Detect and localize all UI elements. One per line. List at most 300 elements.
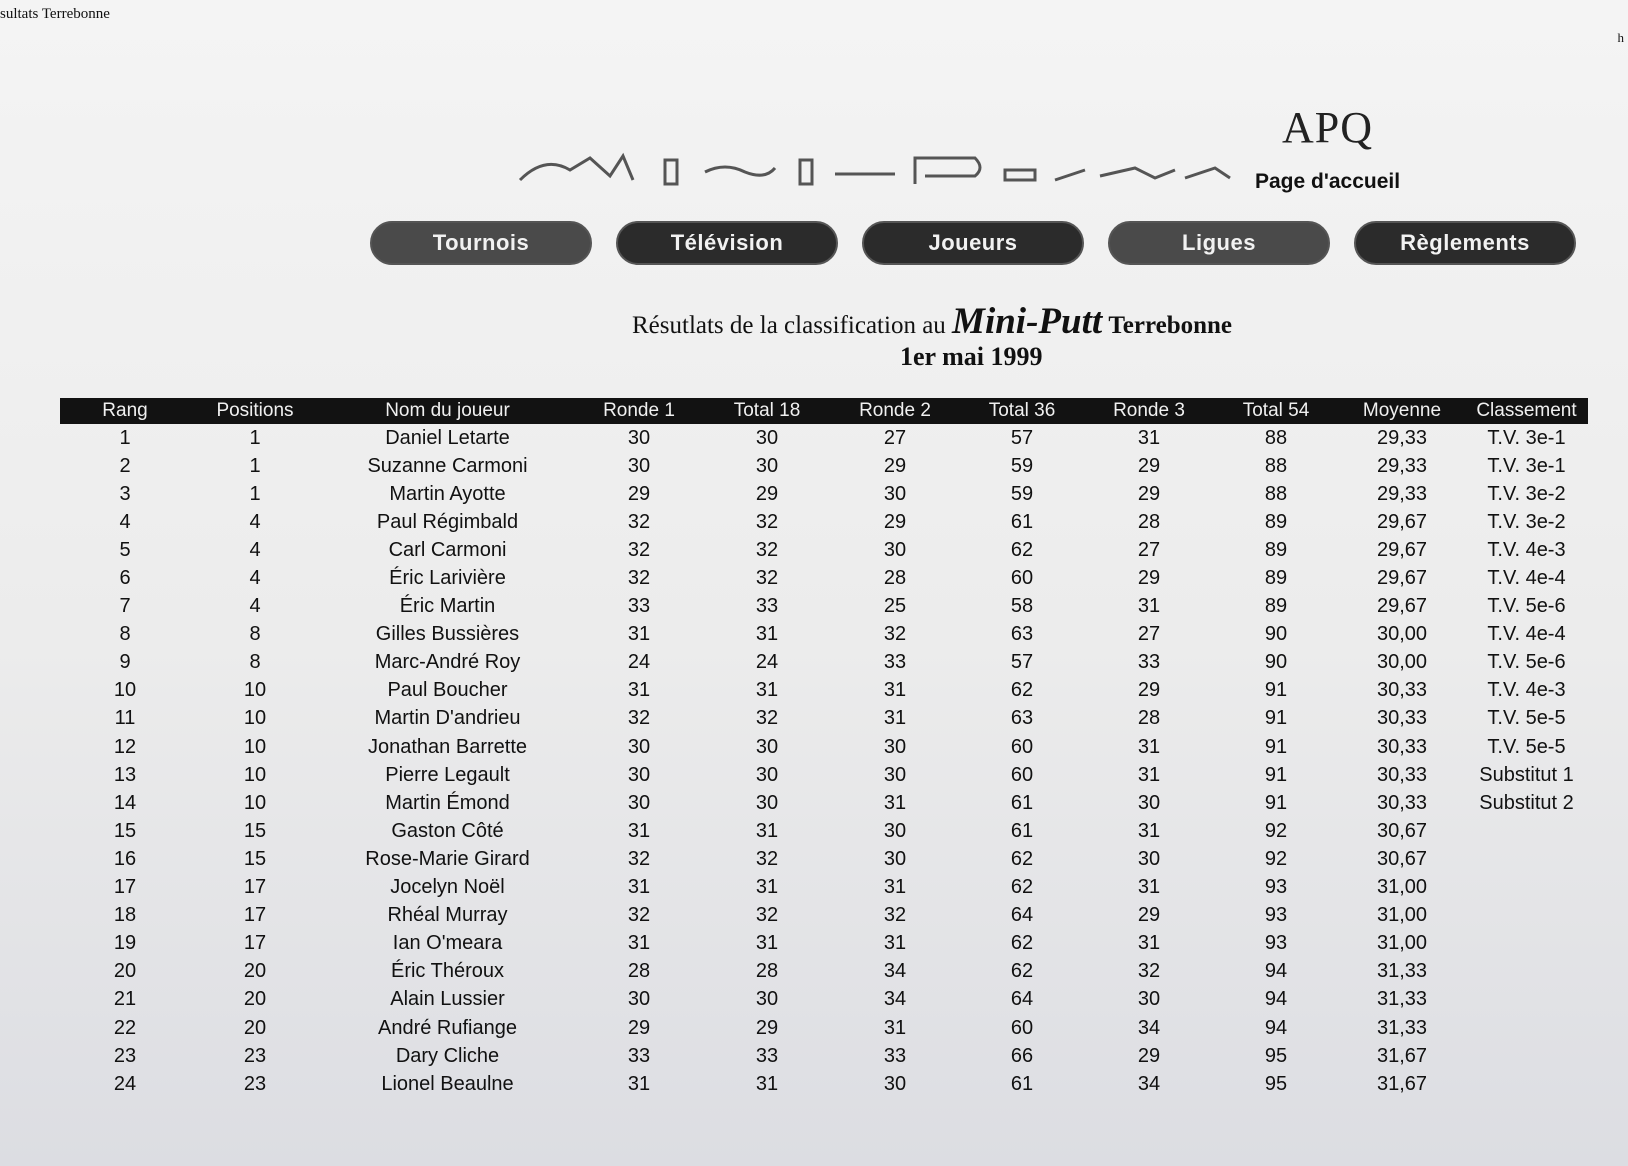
table-cell: 4: [249, 595, 261, 618]
table-cell: 30,33: [1376, 791, 1428, 814]
table-cell: 34: [1137, 1016, 1161, 1039]
col-header-ronde2: Ronde 2: [859, 400, 931, 421]
table-cell: 62: [1010, 679, 1034, 702]
table-row: [60, 1014, 1588, 1042]
table-cell: 95: [1264, 1072, 1288, 1095]
table-cell: 8: [249, 651, 261, 674]
table-cell: 30: [883, 538, 907, 561]
table-cell: 28: [1137, 707, 1161, 730]
table-cell: 30: [755, 454, 779, 477]
table-cell: 32: [755, 510, 779, 533]
table-cell: 90: [1264, 623, 1288, 646]
table-cell: 17: [113, 876, 137, 899]
table-cell: 29: [883, 454, 907, 477]
table-cell: Jocelyn Noël: [390, 876, 505, 899]
table-cell: T.V. 5e-6: [1487, 651, 1566, 674]
table-cell: 30: [755, 735, 779, 758]
table-cell: 17: [243, 932, 267, 955]
table-cell: 33: [755, 595, 779, 618]
table-cell: 30: [883, 847, 907, 870]
table-cell: 61: [1010, 1072, 1034, 1095]
table-cell: 31: [1137, 876, 1161, 899]
table-cell: 34: [883, 960, 907, 983]
table-row: [60, 564, 1588, 592]
table-cell: 30: [755, 791, 779, 814]
table-cell: 30: [627, 735, 651, 758]
table-cell: 33: [627, 1044, 651, 1067]
table-cell: 89: [1264, 567, 1288, 590]
table-cell: 15: [243, 819, 267, 842]
table-cell: 31: [1137, 819, 1161, 842]
table-cell: 1: [119, 426, 131, 449]
table-cell: 4: [119, 510, 131, 533]
table-cell: 10: [243, 735, 267, 758]
table-header: [60, 398, 1588, 424]
table-cell: 32: [755, 538, 779, 561]
table-cell: 29: [627, 1016, 651, 1039]
table-cell: 88: [1264, 482, 1288, 505]
table-row: [60, 649, 1588, 677]
table-cell: 27: [1137, 538, 1161, 561]
table-cell: 30,00: [1376, 651, 1428, 674]
table-cell: 8: [249, 623, 261, 646]
table-cell: 91: [1264, 763, 1288, 786]
col-header-rang: Rang: [102, 400, 148, 421]
table-cell: 30: [1137, 847, 1161, 870]
table-row: [60, 761, 1588, 789]
table-cell: 24: [627, 651, 651, 674]
table-cell: 91: [1264, 707, 1288, 730]
table-cell: 23: [243, 1072, 267, 1095]
table-cell: 32: [627, 538, 651, 561]
table-cell: 25: [883, 595, 907, 618]
table-cell: 31: [1137, 932, 1161, 955]
table-cell: 31: [883, 932, 907, 955]
home-link[interactable]: Page d'accueil: [1255, 170, 1401, 193]
table-cell: 64: [1010, 904, 1034, 927]
table-cell: 59: [1010, 482, 1034, 505]
table-cell: 28: [755, 960, 779, 983]
table-cell: T.V. 4e-3: [1487, 679, 1566, 702]
table-cell: 29,33: [1376, 426, 1428, 449]
table-cell: 92: [1264, 847, 1288, 870]
table-cell: 93: [1264, 904, 1288, 927]
table-row: [60, 705, 1588, 733]
table-cell: 7: [119, 595, 131, 618]
table-cell: 10: [243, 707, 267, 730]
table-cell: 31: [755, 623, 779, 646]
table-cell: 4: [249, 567, 261, 590]
table-cell: 58: [1010, 595, 1034, 618]
table-row: [60, 508, 1588, 536]
table-cell: 32: [627, 904, 651, 927]
table-cell: 14: [113, 791, 137, 814]
table-cell: 2: [119, 454, 131, 477]
table-cell: 31,33: [1376, 988, 1428, 1011]
table-cell: 10: [243, 791, 267, 814]
table-cell: 30: [883, 482, 907, 505]
table-cell: 30,00: [1376, 623, 1428, 646]
table-cell: 24: [113, 1072, 137, 1095]
table-cell: 31,67: [1376, 1044, 1428, 1067]
table-cell: 1: [249, 426, 261, 449]
table-cell: 29,33: [1376, 454, 1428, 477]
table-cell: 6: [119, 567, 131, 590]
table-cell: T.V. 4e-4: [1487, 623, 1566, 646]
table-cell: 91: [1264, 679, 1288, 702]
table-cell: 3: [119, 482, 131, 505]
table-cell: 30: [883, 1072, 907, 1095]
table-cell: 31: [883, 791, 907, 814]
table-cell: 32: [883, 904, 907, 927]
table-cell: 30: [755, 988, 779, 1011]
table-cell: 32: [755, 567, 779, 590]
table-cell: 32: [755, 707, 779, 730]
table-cell: 5: [119, 538, 131, 561]
title-prefix: Résutlats de la classification au: [632, 312, 946, 339]
apq-logo: APQ: [1282, 103, 1374, 152]
table-cell: Gilles Bussières: [375, 623, 520, 646]
table-cell: 59: [1010, 454, 1034, 477]
main-navigation: [370, 221, 1580, 271]
table-cell: 60: [1010, 1016, 1034, 1039]
table-cell: 64: [1010, 988, 1034, 1011]
table-cell: 27: [883, 426, 907, 449]
table-row: [60, 536, 1588, 564]
col-header-ronde3: Ronde 3: [1113, 400, 1185, 421]
table-cell: 30: [627, 763, 651, 786]
table-cell: 30: [755, 426, 779, 449]
table-row: [60, 480, 1588, 508]
table-cell: 8: [119, 623, 131, 646]
table-cell: 30,67: [1376, 819, 1428, 842]
table-cell: 1: [249, 454, 261, 477]
table-cell: 30,67: [1376, 847, 1428, 870]
table-cell: Lionel Beaulne: [381, 1072, 514, 1095]
table-cell: 30,33: [1376, 735, 1428, 758]
col-header-classement: Classement: [1476, 400, 1577, 421]
table-cell: 94: [1264, 1016, 1288, 1039]
table-cell: 31: [627, 623, 651, 646]
table-cell: 20: [243, 988, 267, 1011]
corner-mark: h: [1617, 30, 1624, 45]
table-cell: 32: [627, 567, 651, 590]
table-cell: 30: [627, 454, 651, 477]
table-cell: 94: [1264, 960, 1288, 983]
table-cell: 93: [1264, 932, 1288, 955]
table-cell: 91: [1264, 735, 1288, 758]
table-cell: 60: [1010, 763, 1034, 786]
table-cell: 32: [627, 510, 651, 533]
table-row: [60, 733, 1588, 761]
col-header-ronde1: Ronde 1: [603, 400, 675, 421]
table-cell: Éric Martin: [399, 595, 496, 618]
table-cell: 88: [1264, 426, 1288, 449]
table-cell: 33: [883, 1044, 907, 1067]
table-cell: 30,33: [1376, 707, 1428, 730]
table-cell: 33: [1137, 651, 1161, 674]
table-cell: 62: [1010, 960, 1034, 983]
table-cell: 60: [1010, 567, 1034, 590]
table-cell: Rose-Marie Girard: [365, 847, 530, 870]
table-cell: 24: [755, 651, 779, 674]
table-cell: 19: [113, 932, 137, 955]
table-cell: 91: [1264, 791, 1288, 814]
table-cell: 30: [883, 735, 907, 758]
table-cell: Dary Cliche: [395, 1044, 500, 1067]
table-cell: 29,67: [1376, 567, 1428, 590]
table-cell: 31,67: [1376, 1072, 1428, 1095]
table-row: [60, 593, 1588, 621]
table-cell: T.V. 3e-1: [1487, 426, 1566, 449]
table-cell: 21: [113, 988, 137, 1011]
table-cell: 88: [1264, 454, 1288, 477]
table-cell: 32: [627, 707, 651, 730]
table-cell: 94: [1264, 988, 1288, 1011]
table-cell: 30: [1137, 791, 1161, 814]
table-cell: André Rufiange: [378, 1016, 517, 1039]
table-cell: 11: [114, 707, 136, 730]
table-cell: 31: [755, 679, 779, 702]
results-title: [632, 300, 1232, 343]
table-cell: 93: [1264, 876, 1288, 899]
table-cell: 31: [627, 679, 651, 702]
table-cell: 89: [1264, 510, 1288, 533]
table-cell: Paul Boucher: [387, 679, 508, 702]
table-cell: 61: [1010, 791, 1034, 814]
table-cell: 31: [627, 876, 651, 899]
table-cell: 30: [627, 426, 651, 449]
table-cell: Rhéal Murray: [387, 904, 508, 927]
table-cell: 1: [249, 482, 261, 505]
table-cell: 31,33: [1376, 960, 1428, 983]
table-row: [60, 986, 1588, 1014]
table-cell: 33: [627, 595, 651, 618]
col-header-moyenne: Moyenne: [1362, 400, 1442, 421]
table-cell: 30,33: [1376, 763, 1428, 786]
table-cell: 28: [883, 567, 907, 590]
table-cell: T.V. 5e-6: [1487, 595, 1566, 618]
table-cell: 28: [1137, 510, 1161, 533]
table-body: [60, 424, 1588, 1098]
nav-ligues-button[interactable]: Ligues: [1108, 221, 1330, 265]
table-cell: 57: [1010, 426, 1034, 449]
col-header-total18: Total 18: [733, 400, 801, 421]
table-cell: 32: [755, 904, 779, 927]
table-cell: Marc-André Roy: [374, 651, 521, 674]
table-cell: 29,67: [1376, 538, 1428, 561]
table-cell: Martin Ayotte: [389, 482, 506, 505]
table-cell: 12: [113, 735, 137, 758]
table-cell: 66: [1010, 1044, 1034, 1067]
table-row: [60, 845, 1588, 873]
table-cell: 95: [1264, 1044, 1288, 1067]
table-cell: 31: [755, 876, 779, 899]
table-cell: 31: [755, 1072, 779, 1095]
table-cell: 13: [113, 763, 137, 786]
table-row: [60, 789, 1588, 817]
table-cell: 29: [1137, 679, 1161, 702]
table-cell: 10: [243, 679, 267, 702]
table-cell: 23: [113, 1044, 137, 1067]
table-cell: 32: [1137, 960, 1161, 983]
col-header-nom: Nom du joueur: [385, 400, 510, 421]
table-cell: 31: [1137, 595, 1161, 618]
table-cell: T.V. 3e-1: [1487, 454, 1566, 477]
table-cell: 31: [1137, 426, 1161, 449]
table-cell: 10: [243, 763, 267, 786]
table-cell: 31: [627, 819, 651, 842]
table-row: [60, 958, 1588, 986]
table-cell: 29: [627, 482, 651, 505]
table-row: [60, 930, 1588, 958]
table-cell: 29: [1137, 904, 1161, 927]
table-cell: 31: [883, 1016, 907, 1039]
col-header-total54: Total 54: [1242, 400, 1310, 421]
nav-tournois-button[interactable]: Tournois: [370, 221, 592, 265]
table-cell: 60: [1010, 735, 1034, 758]
table-row: [60, 902, 1588, 930]
table-cell: 30: [627, 791, 651, 814]
table-cell: 32: [755, 847, 779, 870]
table-cell: 34: [1137, 1072, 1161, 1095]
title-brand: Mini-Putt: [952, 301, 1103, 342]
table-cell: 31: [755, 819, 779, 842]
table-cell: 33: [755, 1044, 779, 1067]
table-row: [60, 1042, 1588, 1070]
table-cell: 29: [755, 482, 779, 505]
table-cell: T.V. 4e-4: [1487, 567, 1566, 590]
table-cell: 30: [883, 763, 907, 786]
results-date: 1er mai 1999: [900, 342, 1043, 371]
table-cell: 29: [1137, 482, 1161, 505]
table-cell: 57: [1010, 651, 1034, 674]
table-cell: 20: [243, 1016, 267, 1039]
table-cell: Ian O'meara: [392, 932, 503, 955]
table-cell: T.V. 4e-3: [1487, 538, 1566, 561]
table-cell: 30: [1137, 988, 1161, 1011]
col-header-positions: Positions: [216, 400, 294, 421]
table-cell: 29,33: [1376, 482, 1428, 505]
table-cell: 15: [113, 819, 137, 842]
table-cell: 30: [627, 988, 651, 1011]
table-cell: 29: [1137, 1044, 1161, 1067]
table-cell: 29: [1137, 567, 1161, 590]
mini-putt-wordmark-logo: [515, 150, 1235, 194]
table-cell: 62: [1010, 847, 1034, 870]
table-row: [60, 874, 1588, 902]
table-cell: 30: [755, 763, 779, 786]
col-header-total36: Total 36: [988, 400, 1056, 421]
table-cell: 29: [1137, 454, 1161, 477]
table-cell: 10: [113, 679, 137, 702]
table-cell: Alain Lussier: [390, 988, 505, 1011]
table-cell: 63: [1010, 623, 1034, 646]
table-cell: 20: [113, 960, 137, 983]
table-cell: Éric Larivière: [389, 567, 506, 590]
table-cell: Pierre Legault: [385, 763, 510, 786]
table-cell: 63: [1010, 707, 1034, 730]
table-cell: Jonathan Barrette: [368, 735, 527, 758]
table-cell: 31: [755, 932, 779, 955]
nav-television-button[interactable]: Télévision: [616, 221, 838, 265]
table-cell: 22: [113, 1016, 137, 1039]
table-cell: 9: [119, 651, 131, 674]
table-cell: Gaston Côté: [391, 819, 504, 842]
table-row: [60, 817, 1588, 845]
table-cell: 17: [243, 904, 267, 927]
table-cell: Suzanne Carmoni: [367, 454, 528, 477]
table-cell: 34: [883, 988, 907, 1011]
table-cell: 62: [1010, 932, 1034, 955]
table-cell: 29: [883, 510, 907, 533]
table-cell: T.V. 3e-2: [1487, 482, 1566, 505]
nav-joueurs-button[interactable]: Joueurs: [862, 221, 1084, 265]
table-cell: 17: [243, 876, 267, 899]
table-cell: 32: [627, 847, 651, 870]
table-cell: 28: [627, 960, 651, 983]
table-cell: 30,33: [1376, 679, 1428, 702]
table-cell: 31: [883, 707, 907, 730]
table-cell: Éric Théroux: [390, 960, 504, 983]
table-cell: 27: [1137, 623, 1161, 646]
table-cell: Martin Émond: [385, 791, 510, 814]
table-cell: 92: [1264, 819, 1288, 842]
table-cell: 15: [243, 847, 267, 870]
table-cell: 31,00: [1376, 876, 1428, 899]
table-cell: 31: [883, 679, 907, 702]
table-cell: 31: [1137, 763, 1161, 786]
table-cell: 31: [1137, 735, 1161, 758]
table-cell: 61: [1010, 819, 1034, 842]
table-cell: Daniel Letarte: [385, 426, 510, 449]
table-cell: 4: [249, 510, 261, 533]
table-row: [60, 621, 1588, 649]
table-cell: 61: [1010, 510, 1034, 533]
table-cell: T.V. 3e-2: [1487, 510, 1566, 533]
table-cell: 62: [1010, 538, 1034, 561]
table-cell: 16: [113, 847, 137, 870]
table-row: [60, 1070, 1588, 1098]
table-cell: 89: [1264, 595, 1288, 618]
table-cell: 20: [243, 960, 267, 983]
table-cell: 90: [1264, 651, 1288, 674]
table-cell: Substitut 2: [1479, 791, 1574, 814]
table-cell: T.V. 5e-5: [1487, 735, 1566, 758]
table-cell: 31,00: [1376, 904, 1428, 927]
table-cell: 18: [113, 904, 137, 927]
table-cell: 31,00: [1376, 932, 1428, 955]
table-cell: 29: [755, 1016, 779, 1039]
table-cell: 30: [883, 819, 907, 842]
table-cell: 23: [243, 1044, 267, 1067]
table-row: [60, 677, 1588, 705]
title-city: Terrebonne: [1108, 312, 1233, 339]
results-table: [60, 398, 1588, 1098]
table-cell: Martin D'andrieu: [374, 707, 521, 730]
table-cell: Carl Carmoni: [388, 538, 507, 561]
table-row: [60, 452, 1588, 480]
table-cell: 29,67: [1376, 510, 1428, 533]
nav-reglements-button[interactable]: Règlements: [1354, 221, 1576, 265]
table-cell: 33: [883, 651, 907, 674]
table-cell: 62: [1010, 876, 1034, 899]
page-header-title: sultats Terrebonne: [0, 6, 110, 22]
table-cell: Substitut 1: [1479, 763, 1574, 786]
table-row: [60, 424, 1588, 452]
table-cell: 32: [883, 623, 907, 646]
table-cell: 89: [1264, 538, 1288, 561]
